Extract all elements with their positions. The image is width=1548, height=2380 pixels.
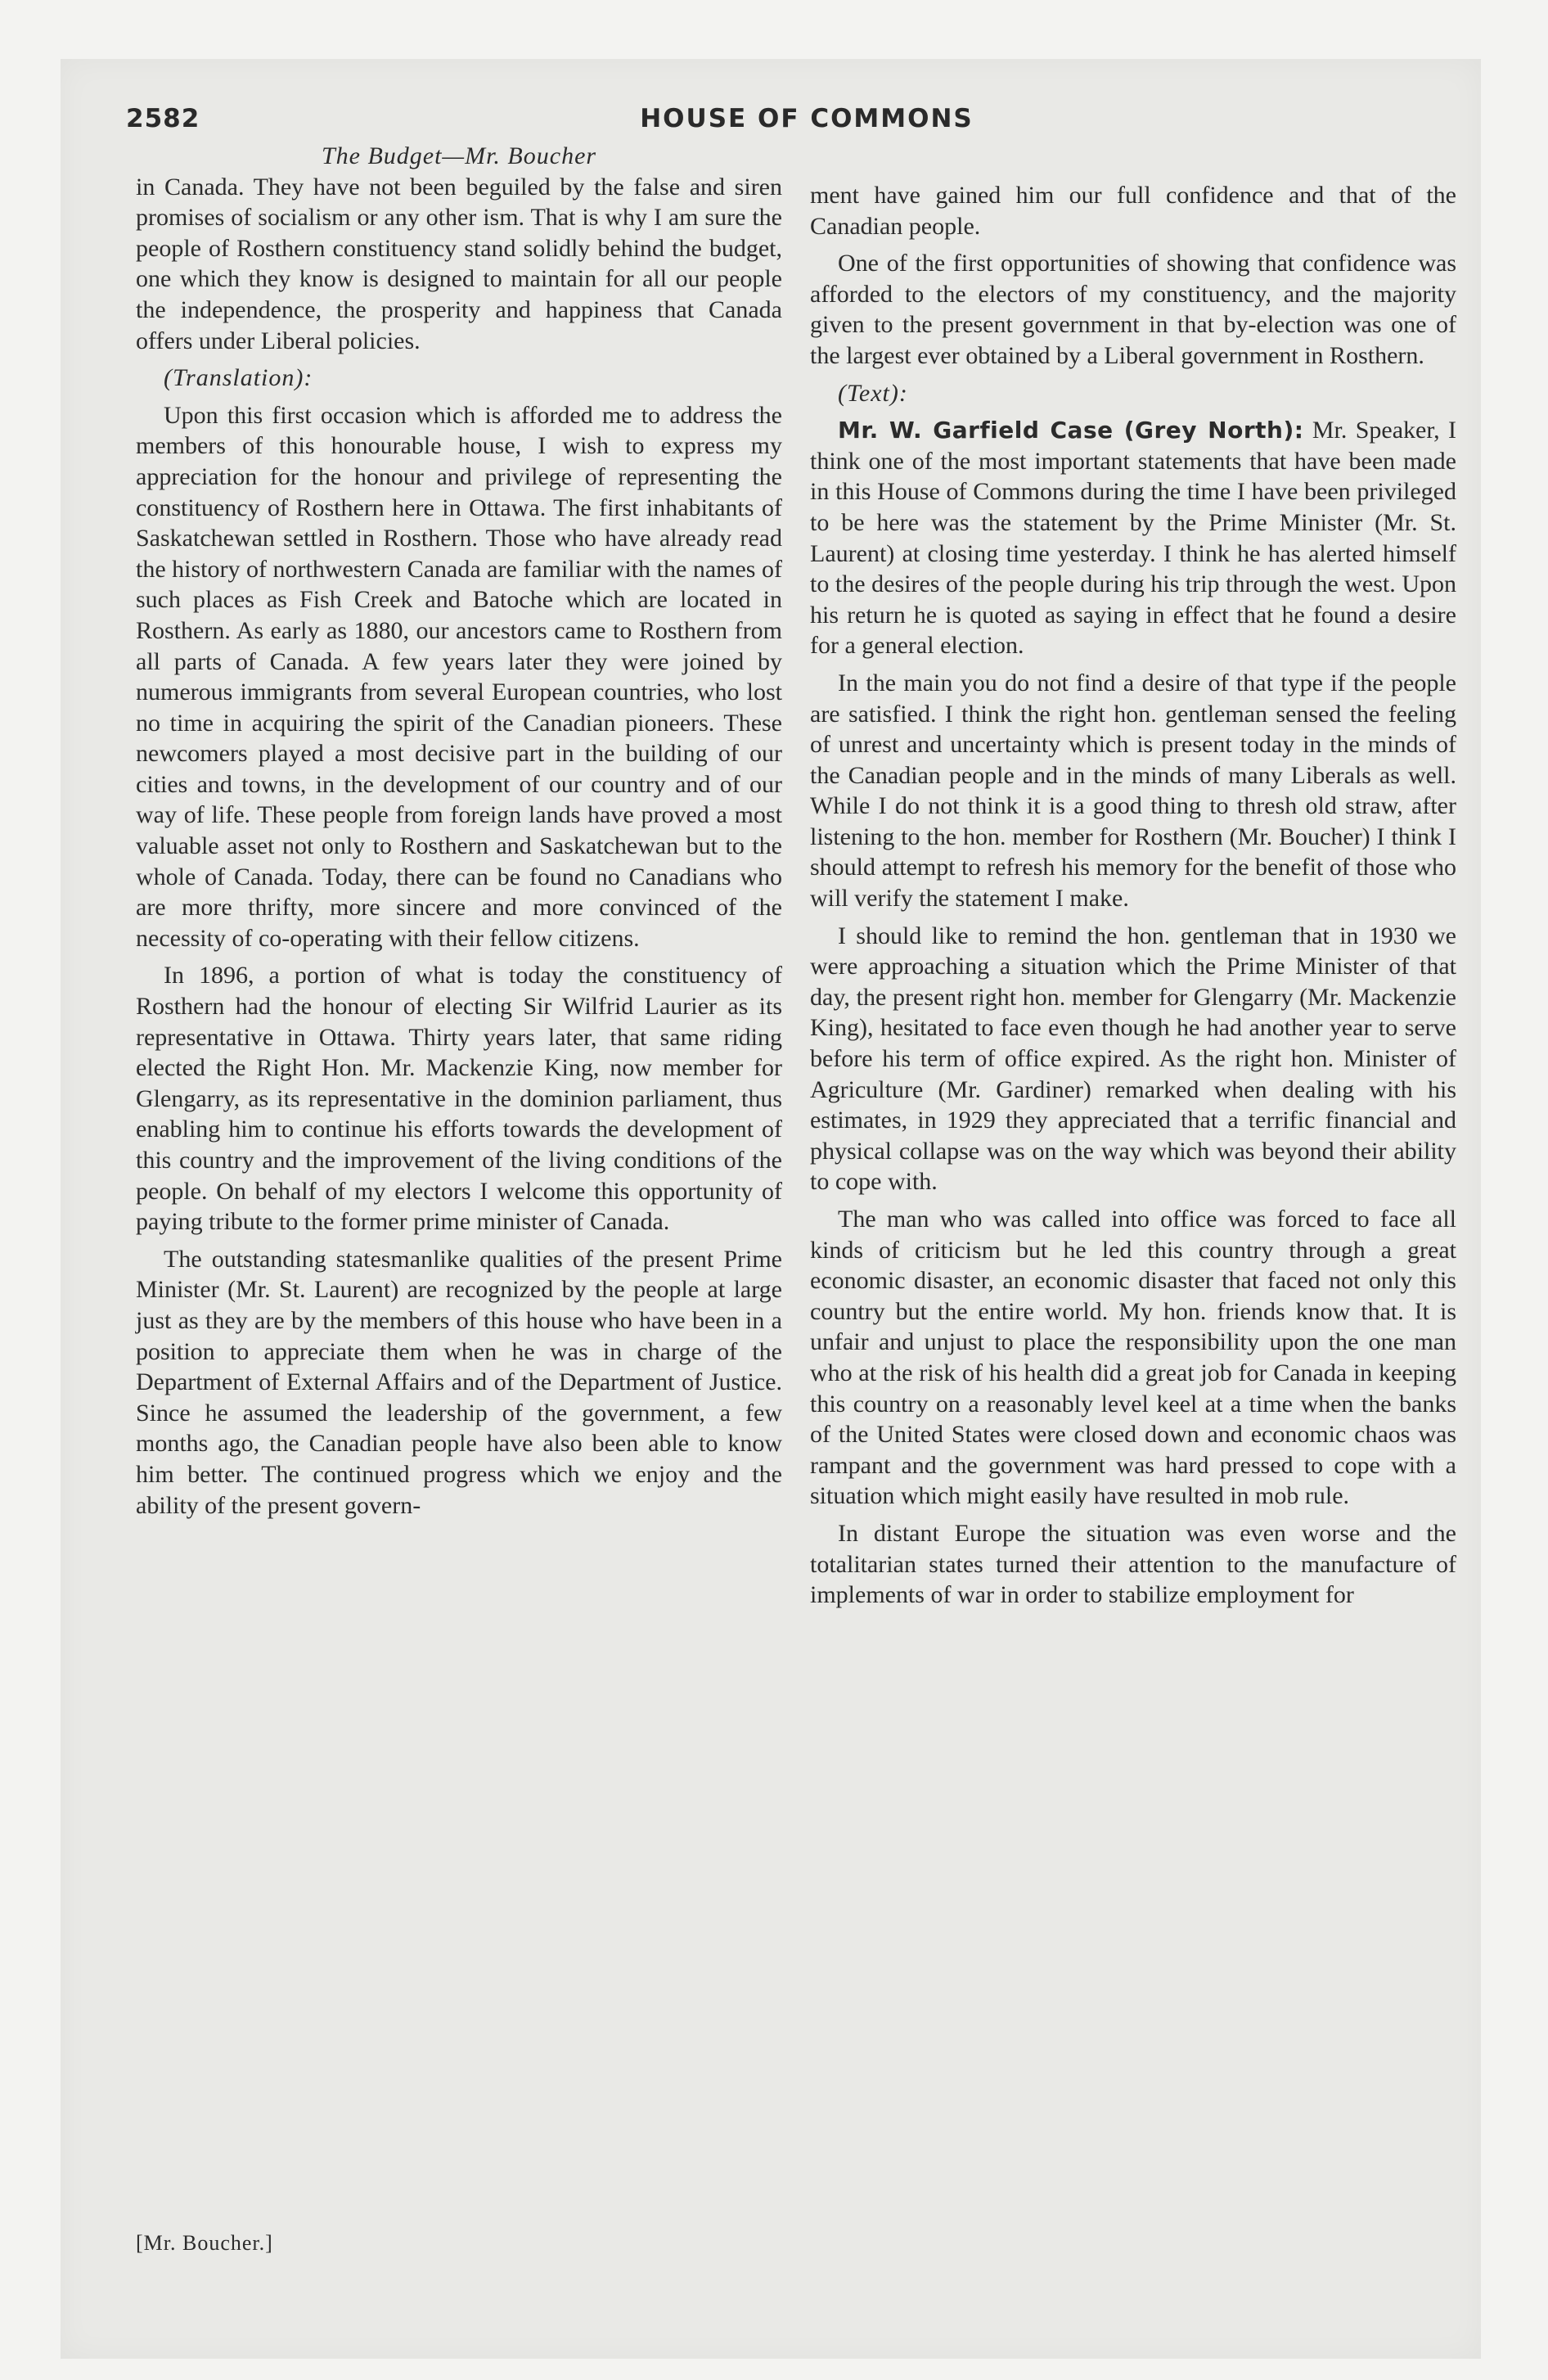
left-paragraph-4: The outstanding statesmanlike qualities of the present Prime Minister (Mr. St. Laurent) are recognized by the people at large just as they are by the members of this house who have been in a position to appreciate them when he was in charge of the Department of External Affairs and of the Department of Justice. Since he assumed the leadership of the government, a few months ago, the Canadian people have also been able to know him better. The continued progress which we enjoy and the ability of the present govern- [136, 1245, 782, 1519]
right-paragraph-6: The man who was called into office was forced to face all kinds of criticism but he led this country through a great economic disaster, an economic disaster that faced not only this country but the entire world. My hon. friends know that. It is unfair and unjust to place the responsibility upon the one man who at the risk of his health did a great job for Canada in keeping this country on a reasonably level keel at a time when the banks of the United States were closed down and economic chaos was rampant and the government was hard pressed to cope with a situation which might easily have resulted in mob rule. [810, 1206, 1456, 1510]
right-paragraph-3 [810, 415, 1456, 661]
translation-label: (Translation): [164, 364, 313, 392]
document-page [61, 59, 1481, 2359]
right-paragraph-7: In distant Europe the situation was even worse and the totalitarian states turned their attention to the manufacture of implements of war in order to stabilize employment for [810, 1519, 1456, 1609]
right-paragraph-2: One of the first opportunities of showing that confidence was afforded to the electors of my constituency, and the majority given to the present government in that by-election was one of the largest ever obtained by a Liberal government in Rosthern. [810, 250, 1456, 369]
right-column [810, 180, 1456, 1617]
right-paragraph-5: I should like to remind the hon. gentleman that in 1930 we were approaching a situation which the Prime Minister of that day, the present right hon. member for Glengarry (Mr. Mackenzie King), hesitated to face even though he had another year to serve before his term of office expired. As the right hon. Minister of Agriculture (Mr. Gardiner) remarked when dealing with his estimates, in 1929 they appreciated that a terrific financial and physical collapse was on the way which was beyond their ability to cope with. [810, 922, 1456, 1196]
left-paragraph-1: in Canada. They have not been beguiled by the false and siren promises of socialism or any other ism. That is why I am sure the people of Rosthern constituency stand solidly behind the budget, one which they know is designed to maintain for all our people the independence, the prosperity and happiness that Canada offers under Liberal policies. [136, 173, 782, 354]
left-paragraph-2: Upon this first occasion which is afforded me to address the members of this honourable house, I wish to express my appreciation for the honour and privilege of representing the constituency of Rosthern here in Ottawa. The first inhabitants of Saskatchewan settled in Rosthern. Those who have already read the history of northwestern Canada are familiar with the names of such places as Fish Creek and Batoche which are located in Rosthern. As early as 1880, our ancestors came to Rosthern from all parts of Canada. A few years later they were joined by numerous immigrants from several European countries, who lost no time in acquiring the spirit of the Canadian pioneers. These newcomers played a most decisive part in the building of our cities and towns, in the development of our country and of our way of life. These people from foreign lands have proved a most valuable asset not only to Rosthern and Saskatchewan but to the whole of Canada. Today, there can be found no Canadians who are more thrifty, more sincere and more convinced of the necessity of co-operating with their fellow citizens. [136, 401, 782, 952]
running-head [126, 104, 1487, 145]
text-label: (Text): [838, 379, 908, 407]
left-paragraph-3: In 1896, a portion of what is today the constituency of Rosthern had the honour of electing Sir Wilfrid Laurier as its representative in Ottawa. Thirty years later, that same riding elected the Right Hon. Mr. Mackenzie King, now member for Glengarry, as its representative in the dominion parliament, thus enabling him to continue his efforts towards the development of this country and the improvement of the living conditions of the people. On behalf of my electors I welcome this opportunity of paying tribute to the former prime minister of Canada. [136, 962, 782, 1236]
right-paragraph-1: ment have gained him our full confidence and that of the Canadian people. [810, 182, 1456, 240]
speaker-name: Mr. W. Garfield Case (Grey North): [838, 417, 1304, 444]
section-subtitle: The Budget—Mr. Boucher [321, 142, 597, 169]
right-paragraph-4: In the main you do not find a desire of that type if the people are satisfied. I think the right hon. gentleman sensed the feeling of unrest and uncertainty which is present today in the minds of the Canadian people and in the minds of many Liberals as well. While I do not think it is a good thing to thresh old straw, after listening to the hon. member for Rosthern (Mr. Boucher) I think I should attempt to refresh his memory for the benefit of those who will verify the statement I make. [810, 669, 1456, 913]
page-number: 2582 [126, 104, 200, 133]
footer-signature: [Mr. Boucher.] [136, 2231, 273, 2255]
left-column [136, 141, 782, 1527]
speaker-text: Mr. Speaker, I think one of the most important statements that have been made in this House of Commons during the time I have been privileged to be here was the statement by the Prime Minister (Mr. St. Laurent) at closing time yesterday. I think he has alerted himself to the desires of the people during his trip through the west. Upon his return he is quoted as saying in effect that he found a desire for a general election. [810, 417, 1457, 660]
journal-title: HOUSE OF COMMONS [640, 104, 974, 133]
